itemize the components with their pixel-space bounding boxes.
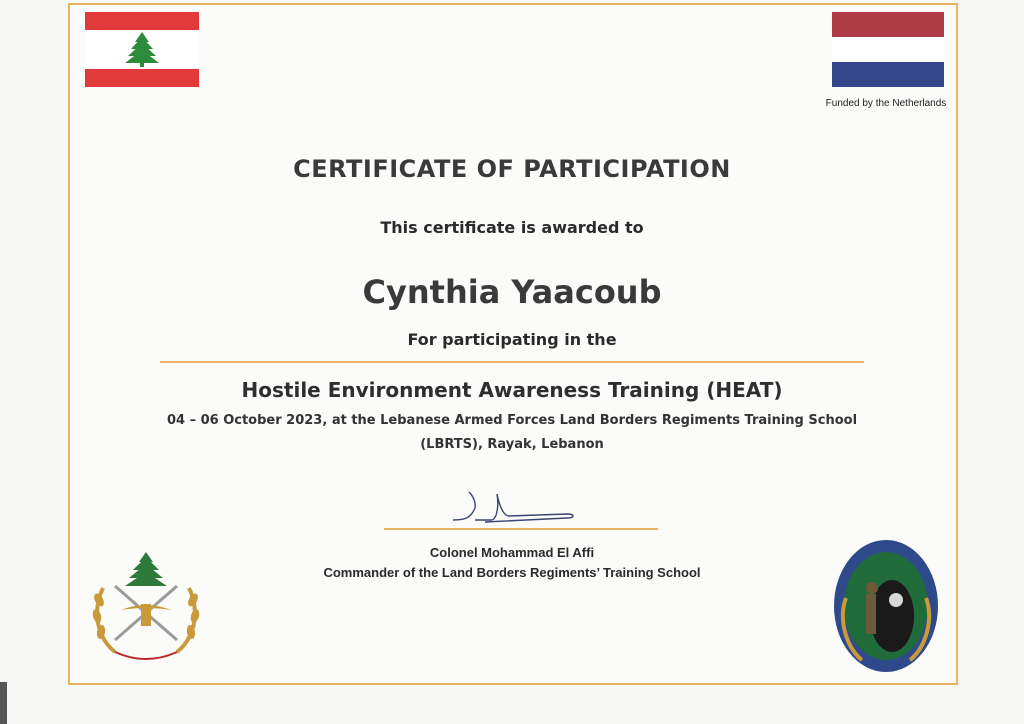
- netherlands-flag-icon: [832, 12, 944, 87]
- divider-top: [160, 361, 864, 363]
- lebanon-flag-icon: [85, 12, 199, 87]
- signature-line: [384, 528, 658, 530]
- certificate-title: CERTIFICATE OF PARTICIPATION: [293, 155, 731, 183]
- awarded-line: This certificate is awarded to: [380, 218, 644, 237]
- scan-edge-mark: [0, 682, 7, 724]
- recipient-name: Cynthia Yaacoub: [362, 273, 662, 311]
- course-details-line-2: (LBRTS), Rayak, Lebanon: [420, 437, 604, 452]
- course-details-line-1: 04 – 06 October 2023, at the Lebanese Armed Forces Land Borders Regiments Training School: [166, 413, 858, 428]
- funded-by-note: Funded by the Netherlands: [825, 98, 947, 109]
- participating-line: For participating in the: [407, 330, 617, 349]
- lebanese-army-emblem-icon: [85, 548, 207, 670]
- signature-icon: [445, 486, 585, 530]
- lbrts-school-emblem-icon: [832, 538, 940, 674]
- course-name: Hostile Environment Awareness Training (HEAT): [241, 378, 783, 402]
- signer-name: Colonel Mohammad El Affi: [429, 545, 595, 560]
- signer-title: Commander of the Land Borders Regiments’ Training School: [323, 565, 701, 580]
